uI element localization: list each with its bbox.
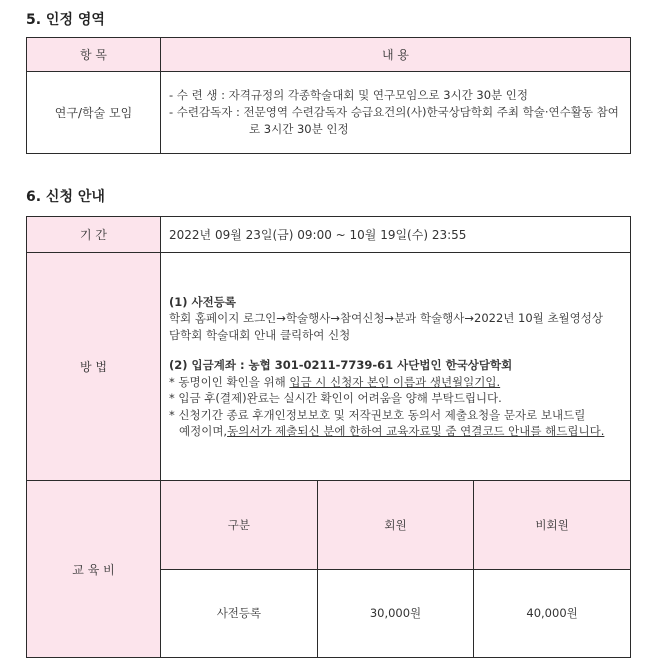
fee-cell: 40,000원 <box>474 569 630 657</box>
fee-cell: 30,000원 <box>317 569 473 657</box>
header-content: 내 용 <box>161 38 631 72</box>
content-line: - 수련감독자 : 전문영역 수련감독자 승급요건의(사)한국상담학회 주최 학술·연수활동 참여 <box>169 105 619 119</box>
fee-label: 교 육 비 <box>27 481 161 658</box>
fee-header: 구분 <box>161 481 317 569</box>
fee-header: 회원 <box>317 481 473 569</box>
fee-cell: 사전등록 <box>216 606 262 621</box>
recognition-content <box>161 72 631 154</box>
method-label: 방 법 <box>27 253 161 481</box>
content-line: - 수 련 생 : 자격규정의 각종학술대회 및 연구모임으로 3시간 30분 인정 <box>169 88 529 102</box>
note-4: 예정이며,동의서가 제출되신 분에 한하여 교육자료및 줌 연결코드 안내를 해드립니다. <box>179 424 605 438</box>
fee-container <box>161 481 631 658</box>
row-label: 연구/학술 모임 <box>27 72 161 154</box>
section-6-title: 6. 신청 안내 <box>26 189 105 205</box>
section-5-title: 5. 인정 영역 <box>26 12 105 28</box>
note-1: * 동명이인 확인을 위해 입금 시 신청자 본인 이름과 생년월일기입. <box>169 374 501 389</box>
method-content <box>161 253 631 481</box>
note-2: * 입금 후(결제)완료는 실시간 확인이 어려움을 양해 부탁드립니다. <box>169 391 502 405</box>
content-line: 로 3시간 30분 인정 <box>249 122 349 136</box>
period-label: 기 간 <box>27 217 161 253</box>
bank-account: (2) 입금계좌 : 농협 301-0211-7739-61 사단법인 한국상담학회 <box>169 358 513 372</box>
period-value: 2022년 09월 23일(금) 09:00 ~ 10월 19일(수) 23:55 <box>161 217 631 253</box>
application-table <box>26 216 631 658</box>
step-1-title: (1) 사전등록 <box>169 294 236 309</box>
fee-header: 비회원 <box>474 481 630 569</box>
header-item: 항 목 <box>27 38 161 72</box>
fee-table <box>161 481 630 657</box>
step-1-line: 담학회 학술대회 안내 클릭하여 신청 <box>169 327 351 342</box>
recognition-table <box>26 37 631 154</box>
note-3: * 신청기간 종료 후개인정보보호 및 저작권보호 동의서 제출요청을 문자로 보내드릴 <box>169 407 586 422</box>
step-1-line: 학회 홈페이지 로그인→학술행사→참여신청→분과 학술행사→2022년 10월 초월영성상 <box>169 311 603 325</box>
